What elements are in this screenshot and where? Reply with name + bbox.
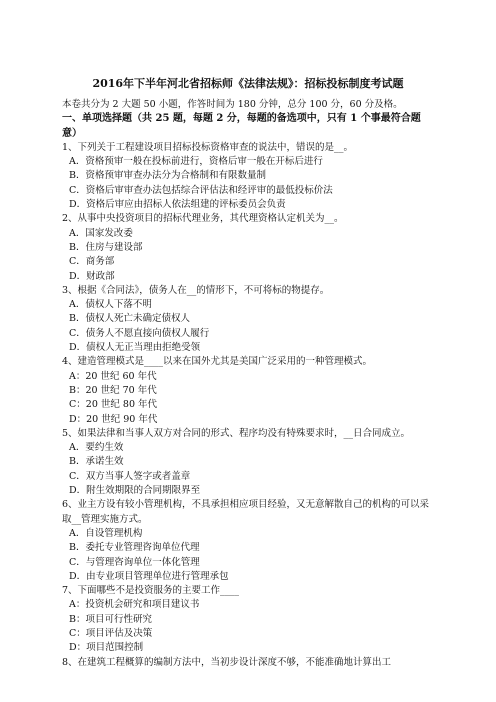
answer-option: B：20 世纪 70 年代	[69, 384, 157, 396]
answer-option: B．委托专业管理咨询单位代理	[69, 542, 200, 554]
question-stem: 8、在建筑工程概算的编制方法中，当初步设计深度不够，不能准确地计算出工	[62, 656, 392, 668]
answer-option: C．与管理咨询单位一体化管理	[69, 556, 200, 568]
answer-option: D．财政部	[69, 270, 115, 282]
exam-intro: 本卷共分为 2 大题 50 小题，作答时间为 180 分钟，总分 100 分，60 分及格。	[62, 99, 403, 110]
question-stem: 4、建造管理模式是____以来在国外尤其是美国广泛采用的一种管理模式。	[62, 356, 373, 368]
answer-option: D．附生效期限的合同期限界至	[69, 485, 201, 497]
answer-option: B：项目可行性研究	[69, 613, 152, 625]
document-title: 2016年下半年河北省招标师《法律法规》：招标投标制度考试题	[92, 77, 404, 90]
question-list	[62, 141, 434, 670]
answer-option: A．国家发改委	[69, 227, 133, 239]
question-stem: 2、从事中央投资项目的招标代理业务，其代理资格认定机关为__。	[62, 213, 344, 225]
question-stem: 5、如果法律和当事人双方对合同的形式、程序均没有特殊要求时，__日合同成立。	[62, 427, 411, 439]
question-stem: 6、业主方设有较小管理机构，不具承担相应项目经验，又无意解散自己的机构的可以采取__管理实施方式。	[62, 499, 430, 525]
answer-option: C：20 世纪 80 年代	[69, 399, 158, 411]
answer-option: C．商务部	[69, 256, 115, 268]
answer-option: D．由专业项目管理单位进行管理承包	[69, 570, 229, 582]
answer-option: A．债权人下落不明	[69, 299, 152, 311]
answer-option: D：项目范围控制	[69, 642, 144, 654]
answer-option: A：20 世纪 60 年代	[69, 370, 157, 382]
answer-option: B．资格预审审查办法分为合格制和有限数量制	[69, 170, 266, 182]
answer-option: B．承诺生效	[69, 456, 124, 468]
question-stem: 3、根据《合同法》，债务人在__的情形下，不可将标的物提存。	[62, 284, 330, 296]
answer-option: A．资格预审一般在投标前进行，资格后审一般在开标后进行	[69, 156, 323, 168]
section-title: 一、单项选择题（共 25 题，每题 2 分，每题的备选项中，只有 1 个事最符合题意）	[62, 113, 421, 139]
answer-option: D．资格后审应由招标人依法组建的评标委员会负责	[69, 199, 286, 211]
answer-option: C．资格后审审查办法包括综合评估法和经评审的最低投标价法	[69, 184, 333, 196]
answer-option: A：投资机会研究和项目建议书	[69, 599, 200, 611]
question-stem: 1、下列关于工程建设项目招标投标资格审查的说法中，错误的是__。	[62, 141, 354, 153]
answer-option: C：项目评估及决策	[69, 627, 153, 639]
answer-option: D．债权人无正当理由拒绝受领	[69, 342, 201, 354]
answer-option: B．住房与建设部	[69, 241, 143, 253]
answer-option: C．双方当事人签字或者盖章	[69, 470, 191, 482]
answer-option: A．要约生效	[69, 442, 124, 454]
answer-option: D：20 世纪 90 年代	[69, 413, 158, 425]
answer-option: B．债权人死亡未确定债权人	[69, 313, 190, 325]
answer-option: A．自设管理机构	[69, 527, 143, 539]
document-content	[62, 76, 434, 670]
answer-option: C．债务人不愿直接向债权人履行	[69, 327, 210, 339]
question-stem: 7、下面哪些不是投资服务的主要工作____	[62, 585, 240, 597]
